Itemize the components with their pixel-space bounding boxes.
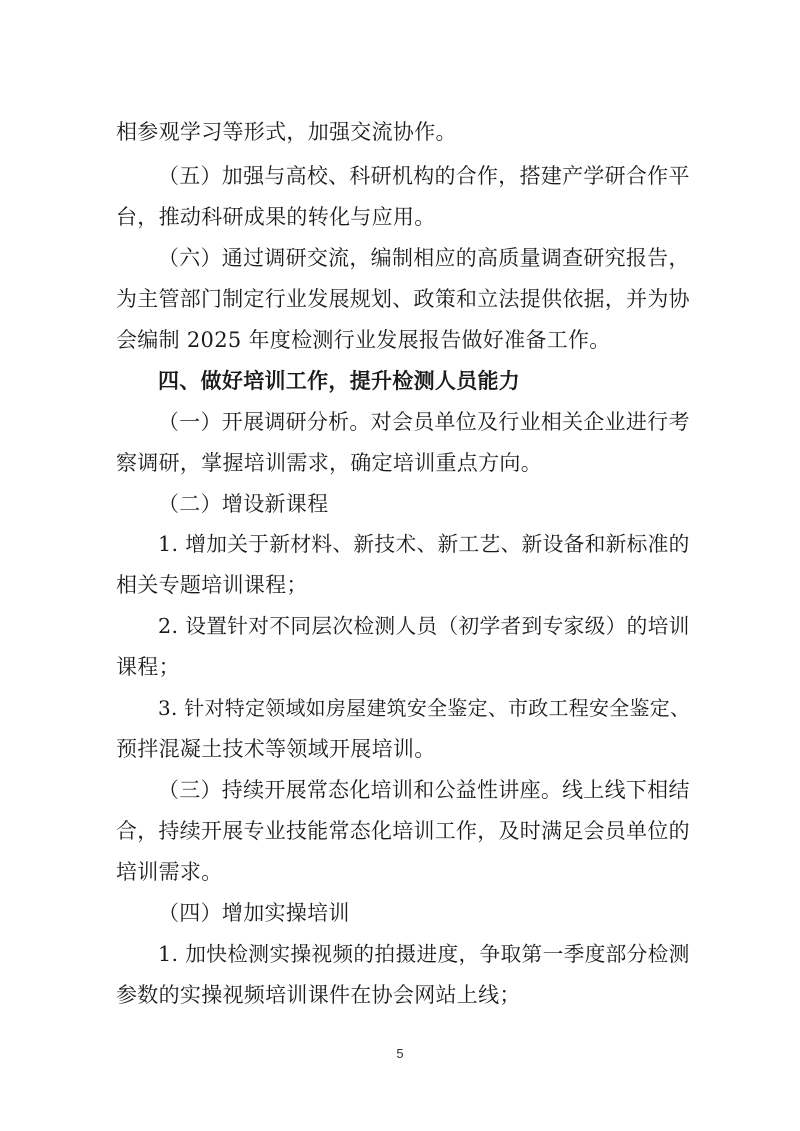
paragraph-line: 台，推动科研成果的转化与应用。	[116, 205, 436, 229]
paragraph-line: （五）加强与高校、科研机构的合作，搭建产学研合作平	[158, 164, 690, 188]
paragraph-line: （六）通过调研交流，编制相应的高质量调查研究报告，	[158, 246, 690, 270]
list-item-line: 2. 设置针对不同层次检测人员（初学者到专家级）的培训	[158, 614, 690, 638]
page-number: 5	[396, 1046, 404, 1061]
paragraph-line: （三）持续开展常态化培训和公益性讲座。线上线下相结	[158, 778, 690, 802]
paragraph-line: 察调研，掌握培训需求，确定培训重点方向。	[116, 451, 542, 475]
paragraph-line: （一）开展调研分析。对会员单位及行业相关企业进行考	[158, 410, 690, 434]
list-item-line: 预拌混凝土技术等领域开展培训。	[116, 737, 436, 761]
paragraph-line: 相参观学习等形式，加强交流协作。	[116, 120, 457, 144]
paragraph-line: 会编制 2025 年度检测行业发展报告做好准备工作。	[116, 328, 611, 352]
subsection-heading: （四）增加实操培训	[158, 901, 350, 925]
list-item-line: 参数的实操视频培训课件在协会网站上线；	[116, 983, 521, 1007]
list-item-line: 3. 针对特定领域如房屋建筑安全鉴定、市政工程安全鉴定、	[158, 696, 691, 720]
paragraph-line: 合，持续开展专业技能常态化培训工作，及时满足会员单位的	[116, 819, 690, 843]
section-heading: 四、做好培训工作，提升检测人员能力	[158, 369, 521, 393]
subsection-heading: （二）增设新课程	[158, 492, 329, 516]
list-item-line: 相关专题培训课程；	[116, 573, 308, 597]
paragraph-line: 为主管部门制定行业发展规划、政策和立法提供依据，并为协	[116, 287, 690, 311]
paragraph-line: 培训需求。	[116, 860, 223, 884]
list-item-line: 1. 增加关于新材料、新技术、新工艺、新设备和新标准的	[158, 532, 690, 556]
list-item-line: 课程；	[116, 655, 180, 679]
list-item-line: 1. 加快检测实操视频的拍摄进度，争取第一季度部分检测	[158, 942, 690, 966]
